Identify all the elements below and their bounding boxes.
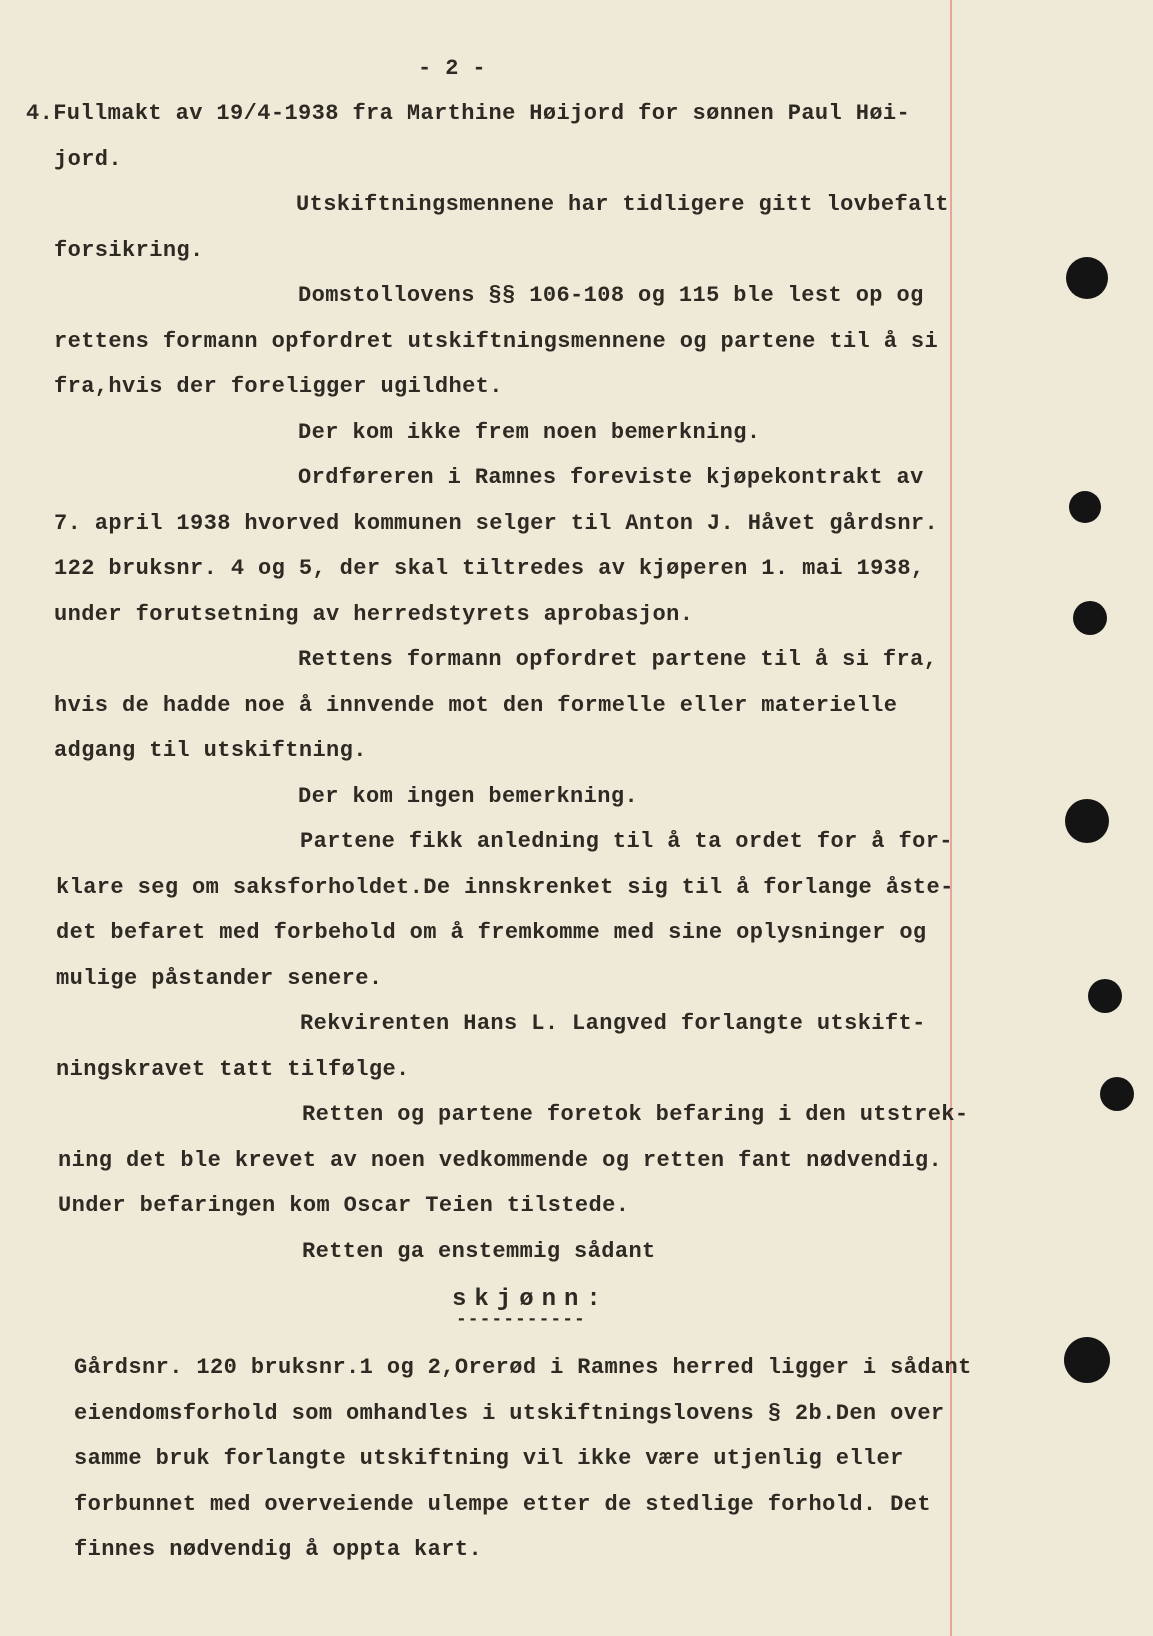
punch-hole-icon — [1066, 257, 1108, 299]
punch-hole-icon — [1088, 979, 1122, 1013]
text-line: Retten ga enstemmig sådant — [302, 1239, 656, 1264]
text-line: fra,hvis der foreligger ugildhet. — [54, 374, 503, 399]
text-line: Der kom ikke frem noen bemerkning. — [298, 420, 761, 445]
text-line: 122 bruksnr. 4 og 5, der skal tiltredes av kjøperen 1. mai 1938, — [54, 556, 925, 581]
text-line: Domstollovens §§ 106-108 og 115 ble lest op og — [298, 283, 924, 308]
punch-hole-icon — [1064, 1337, 1110, 1383]
text-line: Der kom ingen bemerkning. — [298, 784, 639, 809]
text-line: Under befaringen kom Oscar Teien tilstede. — [58, 1193, 630, 1218]
punch-hole-icon — [1065, 799, 1109, 843]
text-line: forbunnet med overveiende ulempe etter de stedlige forhold. Det — [74, 1492, 931, 1517]
text-line: ningskravet tatt tilfølge. — [56, 1057, 410, 1082]
text-line: samme bruk forlangte utskiftning vil ikke være utjenlig eller — [74, 1446, 904, 1471]
text-line: Retten og partene foretok befaring i den utstrek- — [302, 1102, 969, 1127]
text-line: forsikring. — [54, 238, 204, 263]
text-line: klare seg om saksforholdet.De innskrenket sig til å forlange åste- — [56, 875, 954, 900]
text-line: rettens formann opfordret utskiftningsmennene og partene til å si — [54, 329, 939, 354]
text-line: jord. — [54, 147, 123, 172]
margin-line — [950, 0, 952, 1636]
text-line: Gårdsnr. 120 bruksnr.1 og 2,Orerød i Ramnes herred ligger i sådant — [74, 1355, 972, 1380]
text-line: adgang til utskiftning. — [54, 738, 367, 763]
text-line: det befaret med forbehold om å fremkomme med sine oplysninger og — [56, 920, 927, 945]
heading-underline: ----------- — [456, 1310, 586, 1330]
text-line: finnes nødvendig å oppta kart. — [74, 1537, 483, 1562]
text-line: Partene fikk anledning til å ta ordet for å for- — [300, 829, 953, 854]
text-line: eiendomsforhold som omhandles i utskiftningslovens § 2b.Den over — [74, 1401, 945, 1426]
text-line: Ordføreren i Ramnes foreviste kjøpekontrakt av — [298, 465, 924, 490]
punch-hole-icon — [1100, 1077, 1134, 1111]
text-line: Rekvirenten Hans L. Langved forlangte utskift- — [300, 1011, 926, 1036]
punch-hole-icon — [1069, 491, 1101, 523]
text-line: hvis de hadde noe å innvende mot den formelle eller materielle — [54, 693, 898, 718]
text-line: 7. april 1938 hvorved kommunen selger til Anton J. Håvet gårdsnr. — [54, 511, 939, 536]
punch-hole-icon — [1073, 601, 1107, 635]
text-line: under forutsetning av herredstyrets aprobasjon. — [54, 602, 694, 627]
text-line: Utskiftningsmennene har tidligere gitt lovbefalt — [296, 192, 949, 217]
text-line: Rettens formann opfordret partene til å si fra, — [298, 647, 938, 672]
text-line: 4.Fullmakt av 19/4-1938 fra Marthine Høijord for sønnen Paul Høi- — [26, 101, 911, 126]
text-line: ning det ble krevet av noen vedkommende og retten fant nødvendig. — [58, 1148, 943, 1173]
text-line: mulige påstander senere. — [56, 966, 383, 991]
section-heading: skjønn: — [452, 1286, 609, 1313]
page-number: - 2 - — [418, 56, 487, 81]
